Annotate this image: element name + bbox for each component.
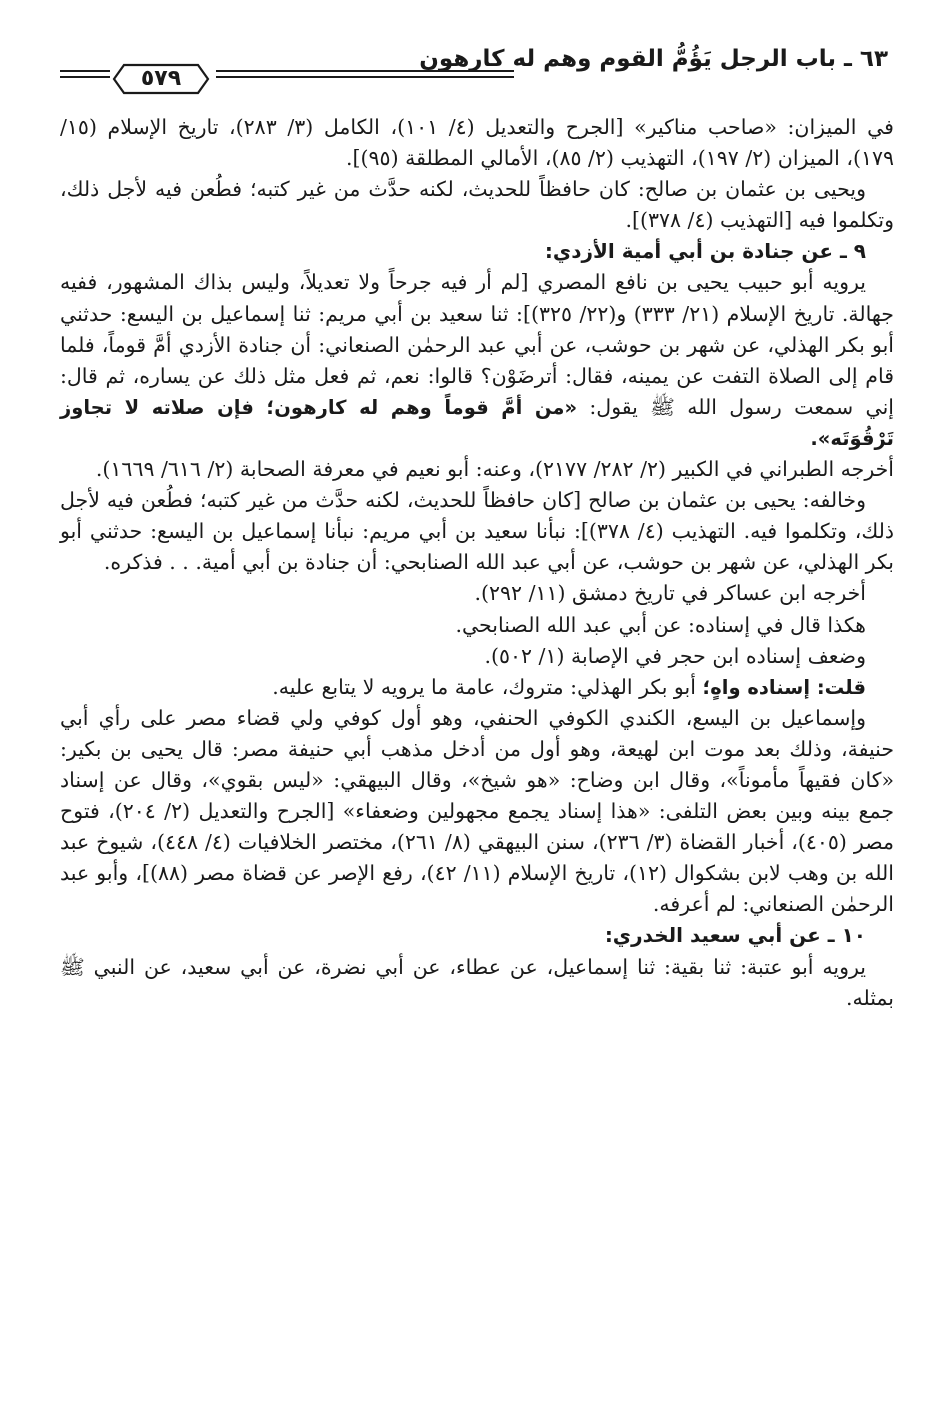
paragraph: ويحيى بن عثمان بن صالح: كان حافظاً للحديث، لكنه حدَّث من غير كتبه؛ فطُعن فيه لأجل ذلك، وتكلموا فيه [التهذيب (٤/ ٣٧٨)]. xyxy=(60,177,894,233)
header-rule-left-bottom xyxy=(60,76,110,78)
main-text xyxy=(60,112,894,1014)
paragraph: وإسماعيل بن اليسع، الكندي الكوفي الحنفي، وهو أول كوفي ولي قضاء مصر على رأي أبي حنيفة، وذلك بعد موت ابن لهيعة، وهو أول من أدخل مذهب أبي حنيفة مصر: قال يحيى بن بكير: «كان فقيهاً مأموناً»، وقال ابن وضاح: «هو شيخ»، وقال البيهقي: «ليس بقوي»، وقال عن إسناد جمع بينه وبين بعض التلفى: «هذا إسناد يجمع مجهولين وضعفاء» [الجرح والتعديل (٢/ ٢٠٤)، فتوح مصر (٤٠٥)، أخبار القضاة (٣/ ٢٣٦)، سنن البيهقي (٨/ ٢٦١)، مختصر الخلافيات (٤/ ٤٤٨)، شيوخ عبد الله بن وهب لابن بشكوال (١٢)، تاريخ الإسلام (١١/ ٤٢)، رفع الإصر عن قضاة مصر (٨٨)]، وأبو عبد الرحمٰن الصنعاني: لم أعرفه. xyxy=(60,705,894,917)
narration-text: يرويه أبو حبيب يحيى بن نافع المصري [لم أر فيه جرحاً ولا تعديلاً، وليس بذاك المشهور، ففيه جهالة. تاريخ الإسلام (٢١/ ٣٣٣) و(٢٢/ ٣٢٥)]: ثنا سعيد بن أبي مريم: ثنا إسماعيل بن اليسع: حدثني أبو بكر الهذلي، عن شهر بن حوشب، عن أبي عبد الرحمٰن الصنعاني: أن جنادة الأزدي أمَّ قوماً، فلما قام إلى الصلاة التفت عن يمينه، فقال: أترضَوْن؟ قالوا: نعم، ثم فعل مثل ذلك عن يساره، ثم قال: إني سمعت رسول الله ﷺ يقول: xyxy=(60,270,894,419)
page-header xyxy=(60,38,892,108)
chapter-title: ٦٣ ـ باب الرجل يَؤُمُّ القوم وهم له كارهون xyxy=(419,46,888,72)
section-heading-10: ١٠ ـ عن أبي سعيد الخدري: xyxy=(604,923,866,948)
paragraph: يرويه أبو عتبة: ثنا بقية: ثنا إسماعيل، عن عطاء، عن أبي نضرة، عن أبي سعيد، عن النبي ﷺ بمثله. xyxy=(60,954,894,1010)
header-rule-right-bottom xyxy=(216,76,514,78)
section-heading-9: ٩ ـ عن جنادة بن أبي أمية الأزدي: xyxy=(544,239,866,264)
paragraph: أخرجه ابن عساكر في تاريخ دمشق (١١/ ٢٩٢). xyxy=(474,581,866,606)
paragraph: وخالفه: يحيى بن عثمان بن صالح [كان حافظاً للحديث، لكنه حدَّث من غير كتبه؛ فطُعن فيه لأجل ذلك، وتكلموا فيه. التهذيب (٤/ ٣٧٨)]: نبأنا سعيد بن أبي مريم: نبأنا إسماعيل بن اليسع: حدثني أبو بكر الهذلي، عن شهر بن حوشب، عن أبي عبد الله الصنابحي: أن جنادة بن أبي أمية. . . فذكره. xyxy=(60,488,894,575)
verdict-text: قلت: إسناده واهٍ؛ xyxy=(702,675,866,699)
verdict-detail: أبو بكر الهذلي: متروك، عامة ما يرويه لا يتابع عليه. xyxy=(272,674,696,699)
paragraph: وضعف إسناده ابن حجر في الإصابة (١/ ٥٠٢). xyxy=(484,643,866,668)
hadith-text: «من أمَّ قوماً وهم له كارهون؛ فإن صلاته لا تجاوز تَرْقُوَتَه». xyxy=(60,395,894,450)
page-number-badge xyxy=(112,62,210,96)
header-rule-left-top xyxy=(60,70,110,72)
header-rule-right-top xyxy=(216,70,514,72)
paragraph: هكذا قال في إسناده: عن أبي عبد الله الصنابحي. xyxy=(455,612,866,637)
paragraph: أخرجه الطبراني في الكبير (٢/ ٢٨٢/ ٢١٧٧)، وعنه: أبو نعيم في معرفة الصحابة (٢/ ٦١٦/ ١٦٦٩). xyxy=(95,457,894,482)
paragraph xyxy=(60,267,894,454)
paragraph xyxy=(60,672,894,703)
paragraph: في الميزان: «صاحب مناكير» [الجرح والتعديل (٤/ ١٠١)، الكامل (٣/ ٢٨٣)، تاريخ الإسلام (١٥/ ١٧٩)، الميزان (٢/ ١٩٧)، التهذيب (٢/ ٨٥)، الأمالي المطلقة (٩٥)]. xyxy=(60,115,894,171)
page-number: ٥٧٩ xyxy=(140,66,182,91)
